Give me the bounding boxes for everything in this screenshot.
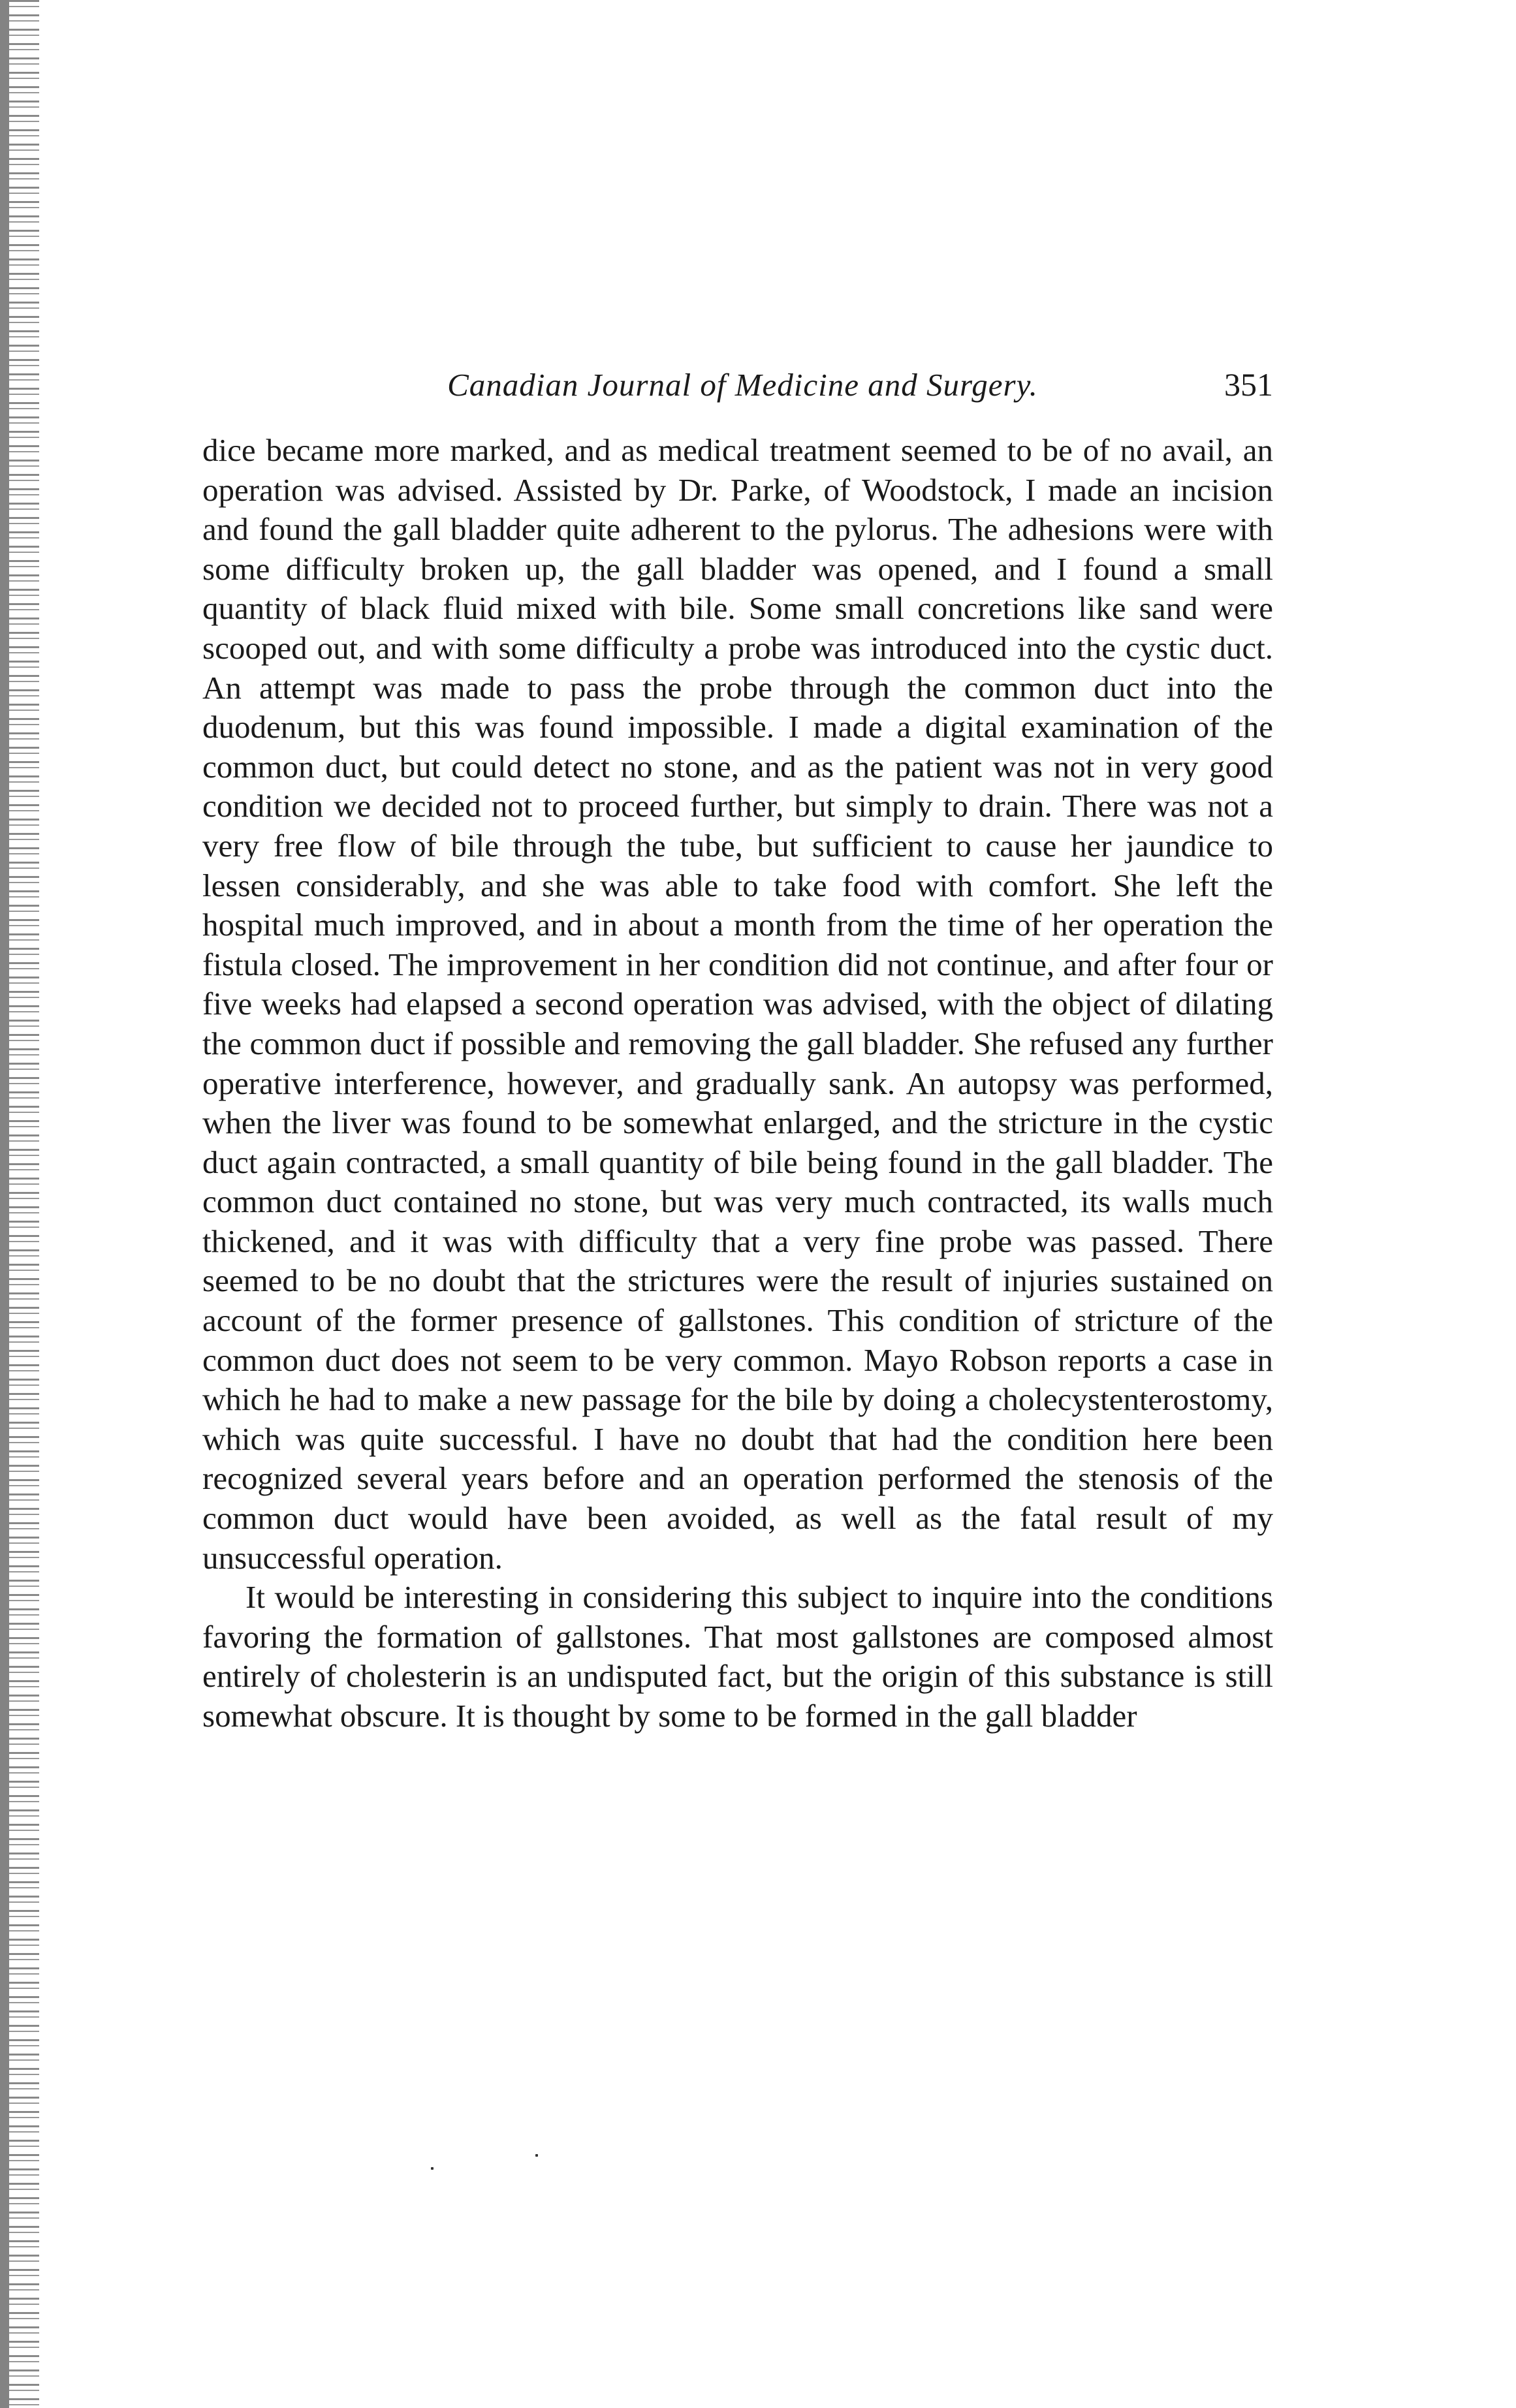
paragraph-gallstones: It would be interesting in considering this subject to inquire into the conditions favoring the formation of gallstones. That most gallstones are composed almost entirely of cholesterin is an undisputed fact, but the origin of this substance is still somewhat obscure. It is thought by some to be formed in the gall bladder [202,1579,1273,1734]
scan-speck [431,2167,434,2170]
journal-title: Canadian Journal of Medicine and Surgery. [447,367,1038,403]
scan-specks [431,2154,561,2180]
paragraph-continued: dice became more marked, and as medical treatment seemed to be of no avail, an operation was advised. Assisted by Dr. Parke, of Woodstock, I made an incision and found the gall bladder quite adherent to the pylorus. The adhesions were with some difficulty broken up, the gall bladder was opened, and I found a small quantity of black fluid mixed with bile. Some small concretions like sand were scooped out, and with some difficulty a probe was introduced into the cystic duct. An attempt was made to pass the probe through the common duct into the duodenum, but this was found impossible. I made a digital examination of the common duct, but could detect no stone, and as the patient was not in very good condition we decided not to proceed further, but simply to drain. There was not a very free flow of bile through the tube, but sufficient to cause her jaundice to lessen considerably, and she was able to take food with comfort. She left the hospital much improved, and in about a month from the time of her operation the fistula closed. The improvement in her condition did not continue, and after four or five weeks had elapsed a second operation was advised, with the object of dilating the common duct if possible and removing the gall bladder. She refused any further operative interference, however, and gradually sank. An autopsy was performed, when the liver was found to be somewhat enlarged, and the stricture in the cystic duct again contracted, a small quantity of bile being found in the gall bladder. The common duct contained no stone, but was very much contracted, its walls much thickened, and it was with difficulty that a very fine probe was passed. There seemed to be no doubt that the strictures were the result of injuries sustained on account of the former presence of gallstones. This condition of stricture of the common duct does not seem to be very common. Mayo Robson reports a case in which he had to make a new passage for the bile by doing a cholecystenterostomy, which was quite successful. I have no doubt that had the condition here been recognized several years before and an operation performed the stenosis of the common duct would have been avoided, as well as the fatal result of my unsuccessful operation. [202,432,1273,1576]
scan-speck [535,2154,538,2157]
running-header [202,366,1273,424]
scan-binding-edge [0,0,39,2408]
document-page [202,366,1273,1736]
page-number: 351 [1224,366,1273,403]
